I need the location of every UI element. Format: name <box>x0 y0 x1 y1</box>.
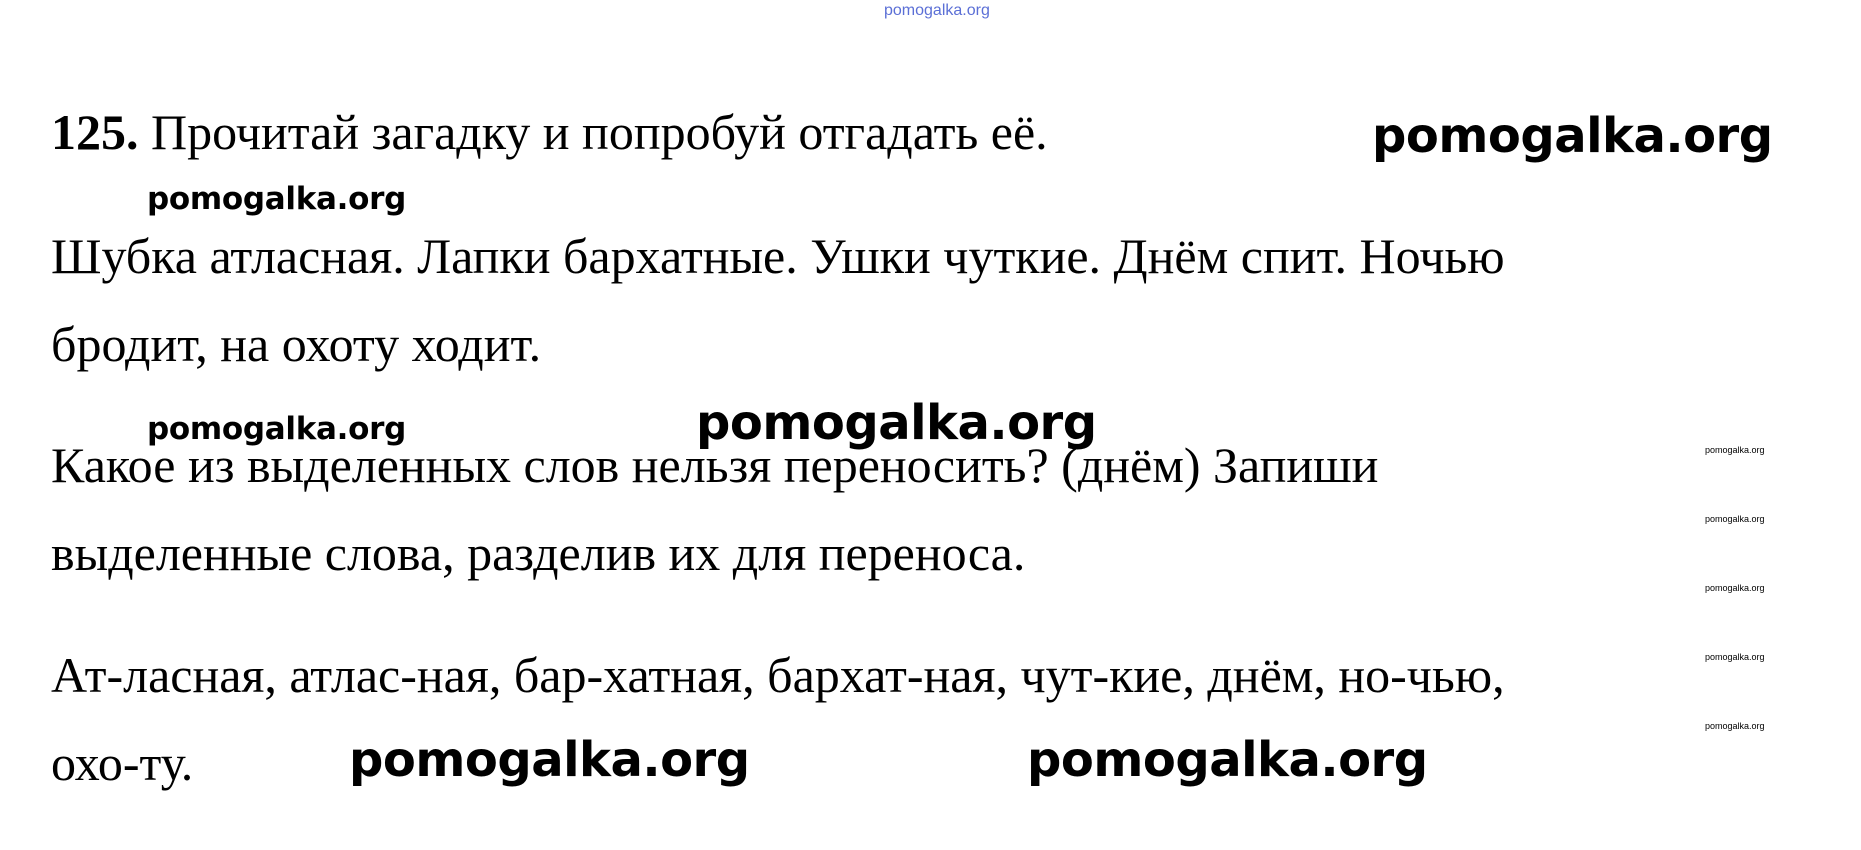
watermark-big-3: pomogalka.org <box>349 732 750 788</box>
task-instruction: Прочитай загадку и попробуй отгадать её. <box>151 104 1048 160</box>
riddle-line-1: Шубка атласная. Лапки бархатные. Ушки чуткие. Днём спит. Ночью <box>51 228 1505 284</box>
answer-line-1: Ат-ласная, атлас-ная, бар-хатная, бархат-ная, чут-кие, днём, но-чью, <box>51 647 1505 703</box>
top-watermark: pomogalka.org <box>884 2 990 19</box>
riddle-line-2: бродит, на охоту ходит. <box>51 316 542 372</box>
watermark-big-4: pomogalka.org <box>1027 732 1428 788</box>
watermark-mid-2: pomogalka.org <box>147 411 407 447</box>
watermark-tiny-2: pomogalka.org <box>1705 514 1765 524</box>
watermark-tiny-3: pomogalka.org <box>1705 583 1765 593</box>
watermark-big-1: pomogalka.org <box>1372 108 1773 164</box>
watermark-tiny-5: pomogalka.org <box>1705 721 1765 731</box>
task-heading <box>51 104 1048 160</box>
watermark-big-2: pomogalka.org <box>696 395 1097 451</box>
watermark-tiny-4: pomogalka.org <box>1705 652 1765 662</box>
question-line-2: выделенные слова, разделив их для переноса. <box>51 525 1026 581</box>
watermark-mid-1: pomogalka.org <box>147 181 407 217</box>
watermark-tiny-1: pomogalka.org <box>1705 445 1765 455</box>
task-number: 125. <box>51 104 139 160</box>
question-line-1: Какое из выделенных слов нельзя переносить? (днём) Запиши <box>51 437 1379 493</box>
answer-line-2: охо-ту. <box>51 735 194 791</box>
